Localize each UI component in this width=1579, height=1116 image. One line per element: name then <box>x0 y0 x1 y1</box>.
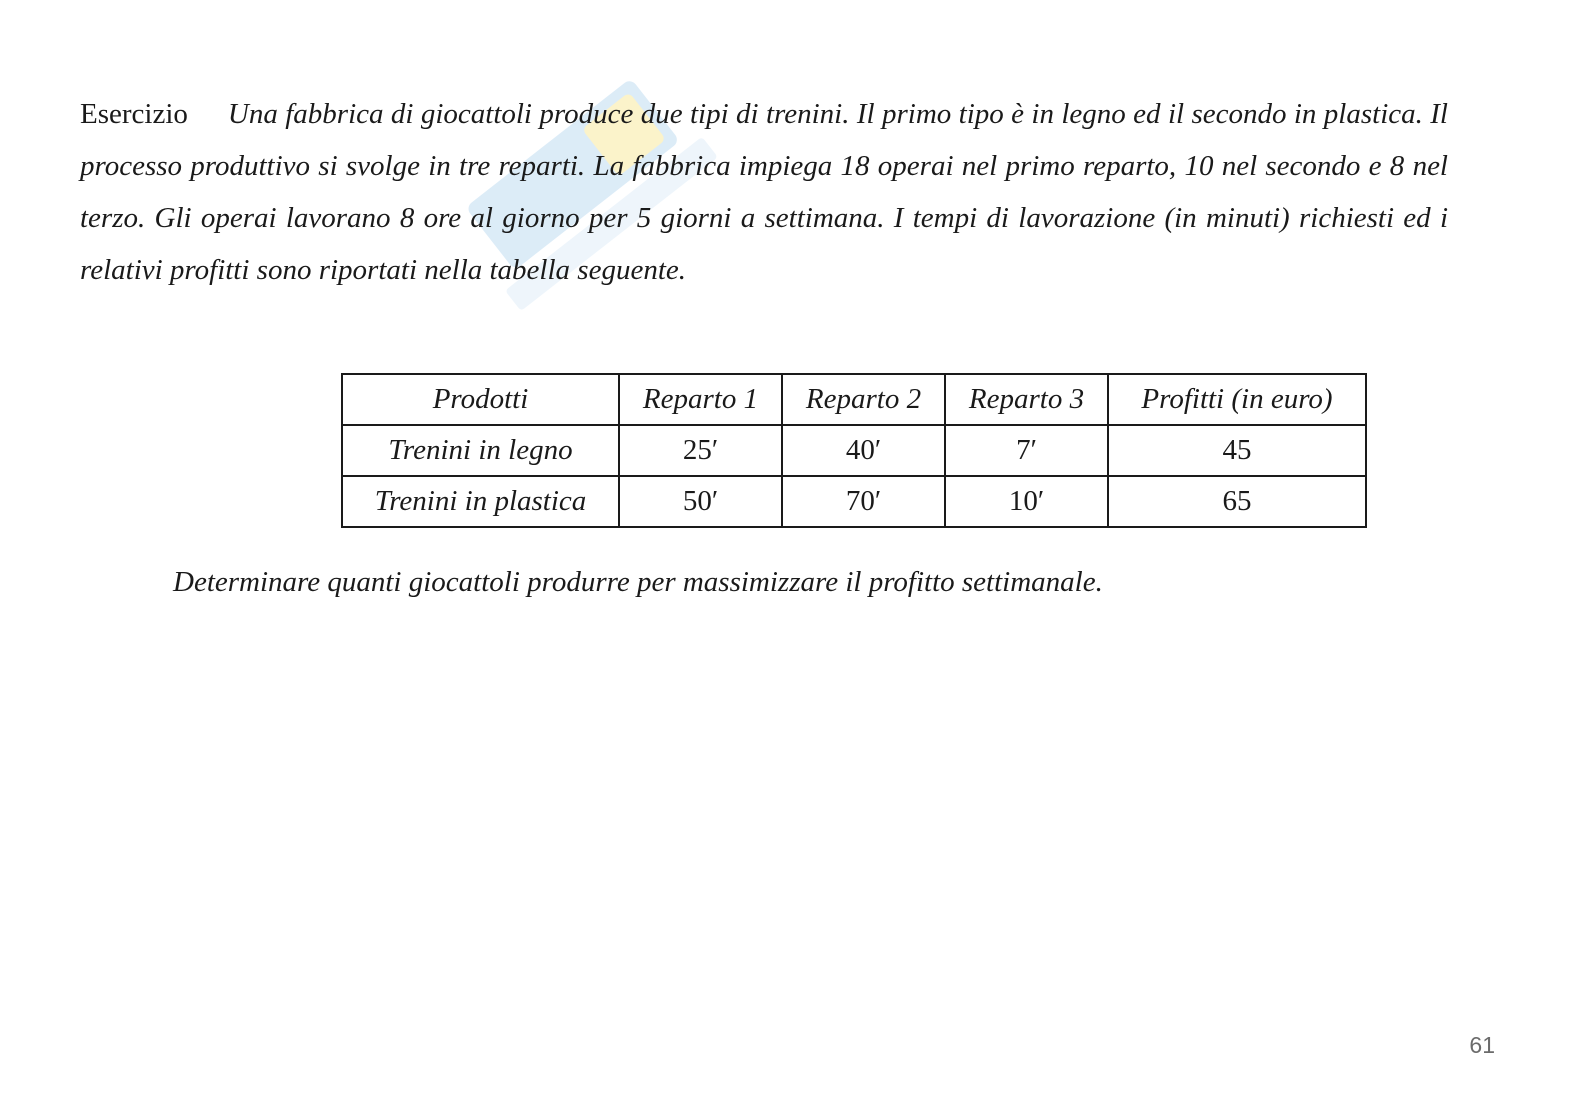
table-header-cell: Profitti (in euro) <box>1108 374 1366 425</box>
question-text: Determinare quanti giocattoli produrre per massimizzare il profitto settimanale. <box>173 566 1103 598</box>
exercise-text: Una fabbrica di giocattoli produce due tipi di trenini. Il primo tipo è in legno ed il secondo in plastica. Il processo produttivo si svolge in tre reparti. La fabbrica impiega 18 operai nel primo reparto, 10 nel secondo e 8 nel terzo. Gli operai lavorano 8 ore al giorno per 5 giorni a settimana. I tempi di lavorazione (in minuti) richiesti ed i relativi profitti sono riportati nella tabella seguente. <box>80 98 1448 286</box>
table-cell: 45 <box>1108 425 1366 476</box>
data-table <box>341 373 1367 528</box>
table-row <box>342 476 1366 527</box>
table-cell: 7′ <box>945 425 1108 476</box>
table-row-label: Trenini in plastica <box>342 476 619 527</box>
table-row-label: Trenini in legno <box>342 425 619 476</box>
table-header-cell: Prodotti <box>342 374 619 425</box>
table-cell: 40′ <box>782 425 945 476</box>
table-header-cell: Reparto 3 <box>945 374 1108 425</box>
table-header-cell: Reparto 2 <box>782 374 945 425</box>
exercise-label: Esercizio <box>80 98 188 130</box>
exercise-paragraph <box>80 88 1448 296</box>
table-cell: 50′ <box>619 476 782 527</box>
table-header-row <box>342 374 1366 425</box>
data-table-container <box>341 373 1367 528</box>
table-cell: 65 <box>1108 476 1366 527</box>
table-cell: 10′ <box>945 476 1108 527</box>
table-header-cell: Reparto 1 <box>619 374 782 425</box>
table-cell: 25′ <box>619 425 782 476</box>
table-cell: 70′ <box>782 476 945 527</box>
page-number: 61 <box>1469 1032 1495 1058</box>
table-row <box>342 425 1366 476</box>
